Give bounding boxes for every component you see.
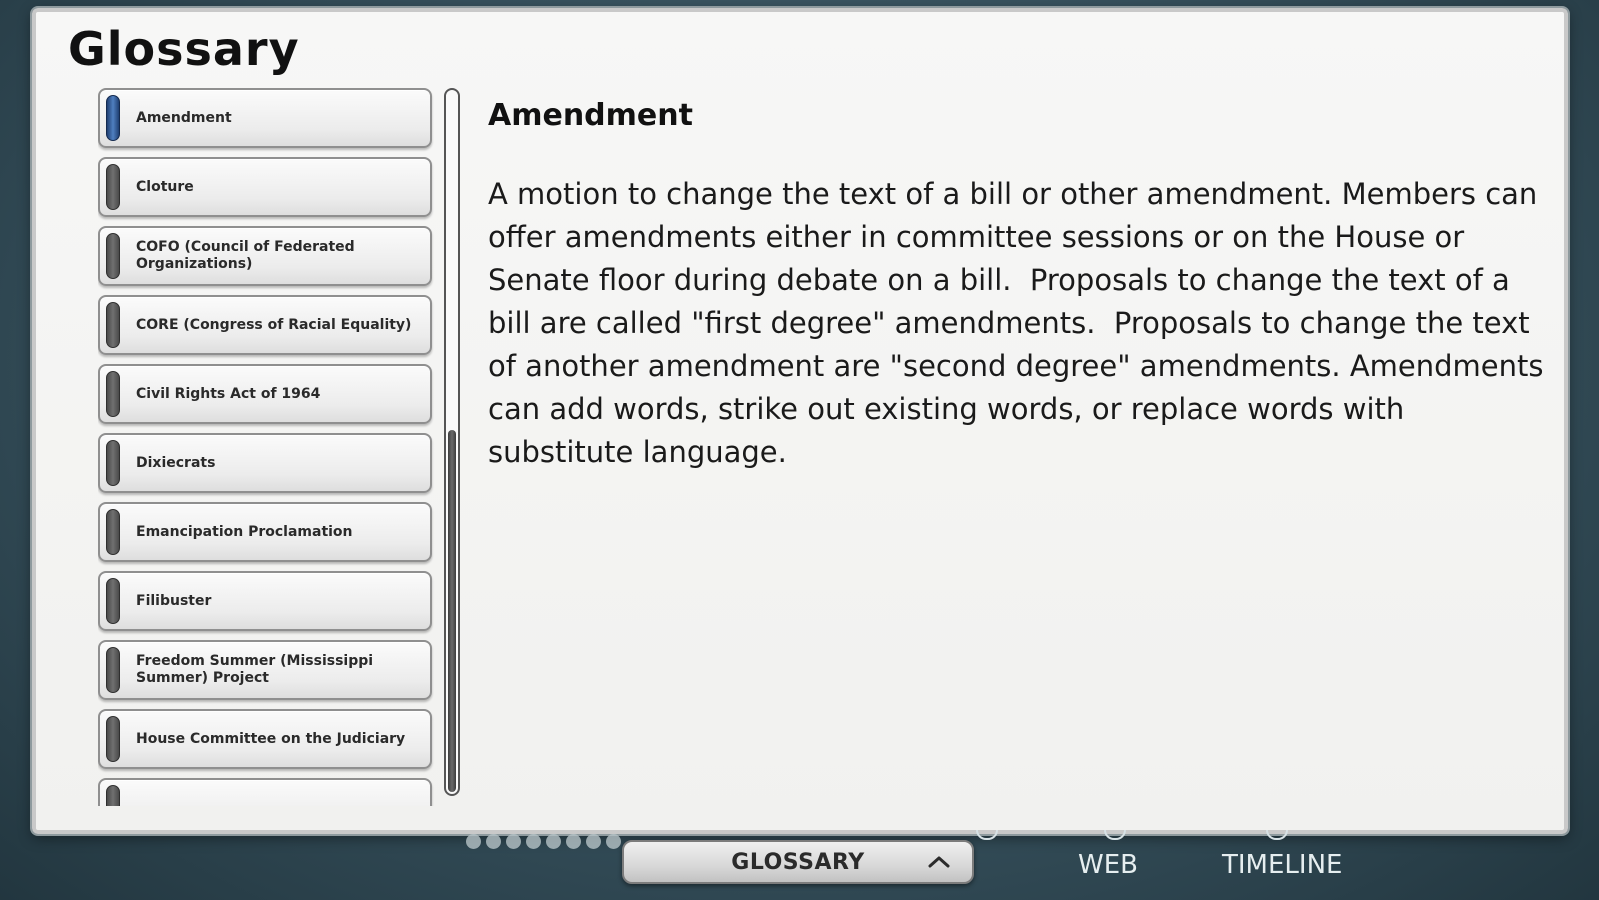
tab-indicator — [106, 647, 120, 693]
nav-marker-icon — [976, 830, 998, 840]
chevron-up-icon — [928, 856, 950, 868]
page-indicator-dots — [466, 834, 621, 849]
glossary-panel — [32, 8, 1568, 834]
definition-pane — [488, 98, 1553, 474]
term-item-core[interactable] — [98, 295, 432, 355]
tab-indicator — [106, 302, 120, 348]
term-label: COFO (Council of Federated Organizations) — [136, 239, 355, 272]
tab-indicator — [106, 716, 120, 762]
page-dot — [466, 834, 481, 849]
term-label: House Committee on the Judiciary — [136, 730, 406, 747]
page-title: Glossary — [68, 22, 300, 76]
glossary-menu-button[interactable] — [622, 840, 974, 884]
term-item-amendment[interactable] — [98, 88, 432, 148]
term-item-civil-rights-act[interactable] — [98, 364, 432, 424]
page-dot — [506, 834, 521, 849]
nav-link-timeline[interactable]: TIMELINE — [1222, 850, 1343, 880]
page-dot — [566, 834, 581, 849]
glossary-button-label: GLOSSARY — [731, 849, 865, 875]
term-item-cofo[interactable] — [98, 226, 432, 286]
term-label: Civil Rights Act of 1964 — [136, 385, 321, 402]
tab-indicator — [106, 164, 120, 210]
selected-tab-indicator — [106, 95, 120, 141]
tab-indicator — [106, 578, 120, 624]
tab-indicator — [106, 440, 120, 486]
term-label: Amendment — [136, 109, 232, 126]
definition-title: Amendment — [488, 98, 693, 133]
definition-text: A motion to change the text of a bill or other amendment. Members can offer amendments either in committee sessions or on the House or Senate floor during debate on a bill. Proposals to change the text of a bill are called "first degree" amendments. Proposals to change the text of another amendment are "second degree" amendments. Amendments can add words, strike out existing words, or replace words with substitute language. — [488, 177, 1553, 469]
bottom-nav-bar — [0, 834, 1599, 900]
tab-indicator — [106, 371, 120, 417]
nav-marker-icon — [1104, 830, 1126, 840]
term-item-freedom-summer[interactable] — [98, 640, 432, 700]
term-item-partial[interactable] — [98, 778, 432, 806]
term-label: Dixiecrats — [136, 454, 216, 471]
tab-indicator — [106, 233, 120, 279]
page-dot — [606, 834, 621, 849]
term-label: Cloture — [136, 178, 194, 195]
term-item-emancipation-proclamation[interactable] — [98, 502, 432, 562]
term-item-house-judiciary[interactable] — [98, 709, 432, 769]
term-item-filibuster[interactable] — [98, 571, 432, 631]
term-label: Freedom Summer (Mississippi Summer) Project — [136, 653, 374, 686]
nav-marker-icon — [1266, 830, 1288, 840]
tab-indicator — [106, 785, 120, 806]
scrollbar-thumb[interactable] — [448, 430, 456, 792]
glossary-term-list — [98, 88, 438, 806]
page-dot — [526, 834, 541, 849]
term-label: Filibuster — [136, 592, 212, 609]
term-list-scrollbar[interactable] — [444, 88, 460, 796]
page-dot — [546, 834, 561, 849]
nav-link-web[interactable]: WEB — [1078, 850, 1138, 880]
term-label: CORE (Congress of Racial Equality) — [136, 316, 412, 333]
term-label: Emancipation Proclamation — [136, 523, 353, 540]
term-item-cloture[interactable] — [98, 157, 432, 217]
term-item-dixiecrats[interactable] — [98, 433, 432, 493]
tab-indicator — [106, 509, 120, 555]
page-dot — [486, 834, 501, 849]
page-dot — [586, 834, 601, 849]
